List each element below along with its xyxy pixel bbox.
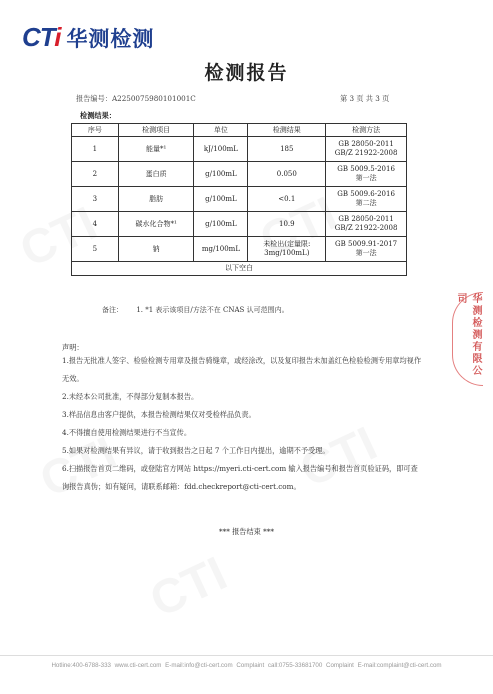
cell-method <box>326 212 407 237</box>
cell-result: 185 <box>248 137 326 162</box>
results-label: 检测结果： <box>80 111 116 120</box>
cell-item: 碳水化合物*¹ <box>118 212 194 237</box>
cell-item: 蛋白质 <box>118 162 194 187</box>
declaration-title: 声明： <box>62 343 84 352</box>
results-table <box>71 123 407 276</box>
cell-result: 0.050 <box>248 162 326 187</box>
method-line: GB 28050-2011 <box>338 140 394 148</box>
method-line: 第一法 <box>355 174 377 182</box>
company-seal: 华测检测有限公司 <box>452 292 483 386</box>
method-line: GB/Z 21922-2008 <box>334 149 398 157</box>
table-header-row <box>72 124 407 137</box>
cell-no: 3 <box>72 187 119 212</box>
declaration-item: 1.报告无批准人签字、检验检测专用章及报告骑缝章，或经涂改，以及复印报告未加盖红色检验检测专用章均视作无效。 <box>62 356 422 383</box>
table-row <box>72 212 407 237</box>
table-row <box>72 187 407 212</box>
method-line: GB 5009.6-2016 <box>337 190 395 198</box>
table-footer: 以下空白 <box>72 262 407 276</box>
cell-no: 1 <box>72 137 119 162</box>
cell-method <box>326 137 407 162</box>
cell-unit: kJ/100mL <box>194 137 248 162</box>
method-line: GB/Z 21922-2008 <box>334 224 398 232</box>
report-end: *** 报告结束 *** <box>219 527 274 536</box>
result-line: 3mg/100mL) <box>264 249 310 257</box>
declaration-item: 2.未经本公司批准，不得部分复制本报告。 <box>62 392 199 401</box>
cell-no: 4 <box>72 212 119 237</box>
cell-result: 10.9 <box>248 212 326 237</box>
contact-footer: Hotline:400-6788-333 www.cti-cert.com E-mail:info@cti-cert.com Complaint call:0755-33681700 Complaint E-mail:complaint@cti-cert.com <box>51 662 442 669</box>
table-row <box>72 137 407 162</box>
cell-item: 钠 <box>118 237 194 262</box>
table-footer-row <box>72 262 407 276</box>
cell-no: 5 <box>72 237 119 262</box>
method-line: 第一法 <box>355 249 377 257</box>
header-no: 序号 <box>72 124 119 137</box>
declaration-item: 4.不得擅自使用检测结果进行不当宣传。 <box>62 428 192 437</box>
method-line: GB 5009.5-2016 <box>337 165 395 173</box>
declaration-item: 3.样品信息由客户提供，本报告检测结果仅对受检样品负责。 <box>62 410 256 419</box>
footer-divider <box>0 655 493 656</box>
table-row <box>72 162 407 187</box>
cell-result <box>248 237 326 262</box>
page-title: 检测报告 <box>204 62 289 84</box>
logo-i: i <box>54 22 61 52</box>
cell-result: <0.1 <box>248 187 326 212</box>
table-row <box>72 237 407 262</box>
cell-unit: g/100mL <box>194 212 248 237</box>
method-line: GB 5009.91-2017 <box>335 240 398 248</box>
header-unit: 单位 <box>194 124 248 137</box>
cell-item: 能量*¹ <box>118 137 194 162</box>
cell-no: 2 <box>72 162 119 187</box>
cell-unit: mg/100mL <box>194 237 248 262</box>
header-method: 检测方法 <box>326 124 407 137</box>
page-indicator: 第 3 页 共 3 页 <box>340 94 390 103</box>
result-line: 未检出(定量限: <box>263 240 311 248</box>
company-logo <box>22 22 154 53</box>
cell-method <box>326 187 407 212</box>
logo-chinese: 华测检测 <box>66 26 155 51</box>
declaration-item: 5.如果对检测结果有异议，请于收到报告之日起 7 个工作日内提出，逾期不予受理。 <box>62 446 330 455</box>
cell-method <box>326 162 407 187</box>
method-line: 第二法 <box>355 199 377 207</box>
method-line: GB 28050-2011 <box>338 215 394 223</box>
cell-item: 脂肪 <box>118 187 194 212</box>
cell-unit: g/100mL <box>194 187 248 212</box>
remark: 备注： 1. *1 表示该项目/方法不在 CNAS 认可范围内。 <box>102 306 289 314</box>
header-item: 检测项目 <box>118 124 194 137</box>
report-number: 报告编号：A2250075980101001C <box>76 94 196 103</box>
watermark <box>142 546 235 629</box>
cell-unit: g/100mL <box>194 162 248 187</box>
logo-latin: CT <box>22 22 55 52</box>
header-result: 检测结果 <box>248 124 326 137</box>
declaration-item: 6.扫描报告首页二维码，或登陆官方网站 https://myeri.cti-cert.com 输入报告编号和报告首页验证码，即可查询报告真伪；如有疑问，请联系邮箱：fdd.checkreport@cti-cert.com。 <box>62 464 418 491</box>
cell-method <box>326 237 407 262</box>
